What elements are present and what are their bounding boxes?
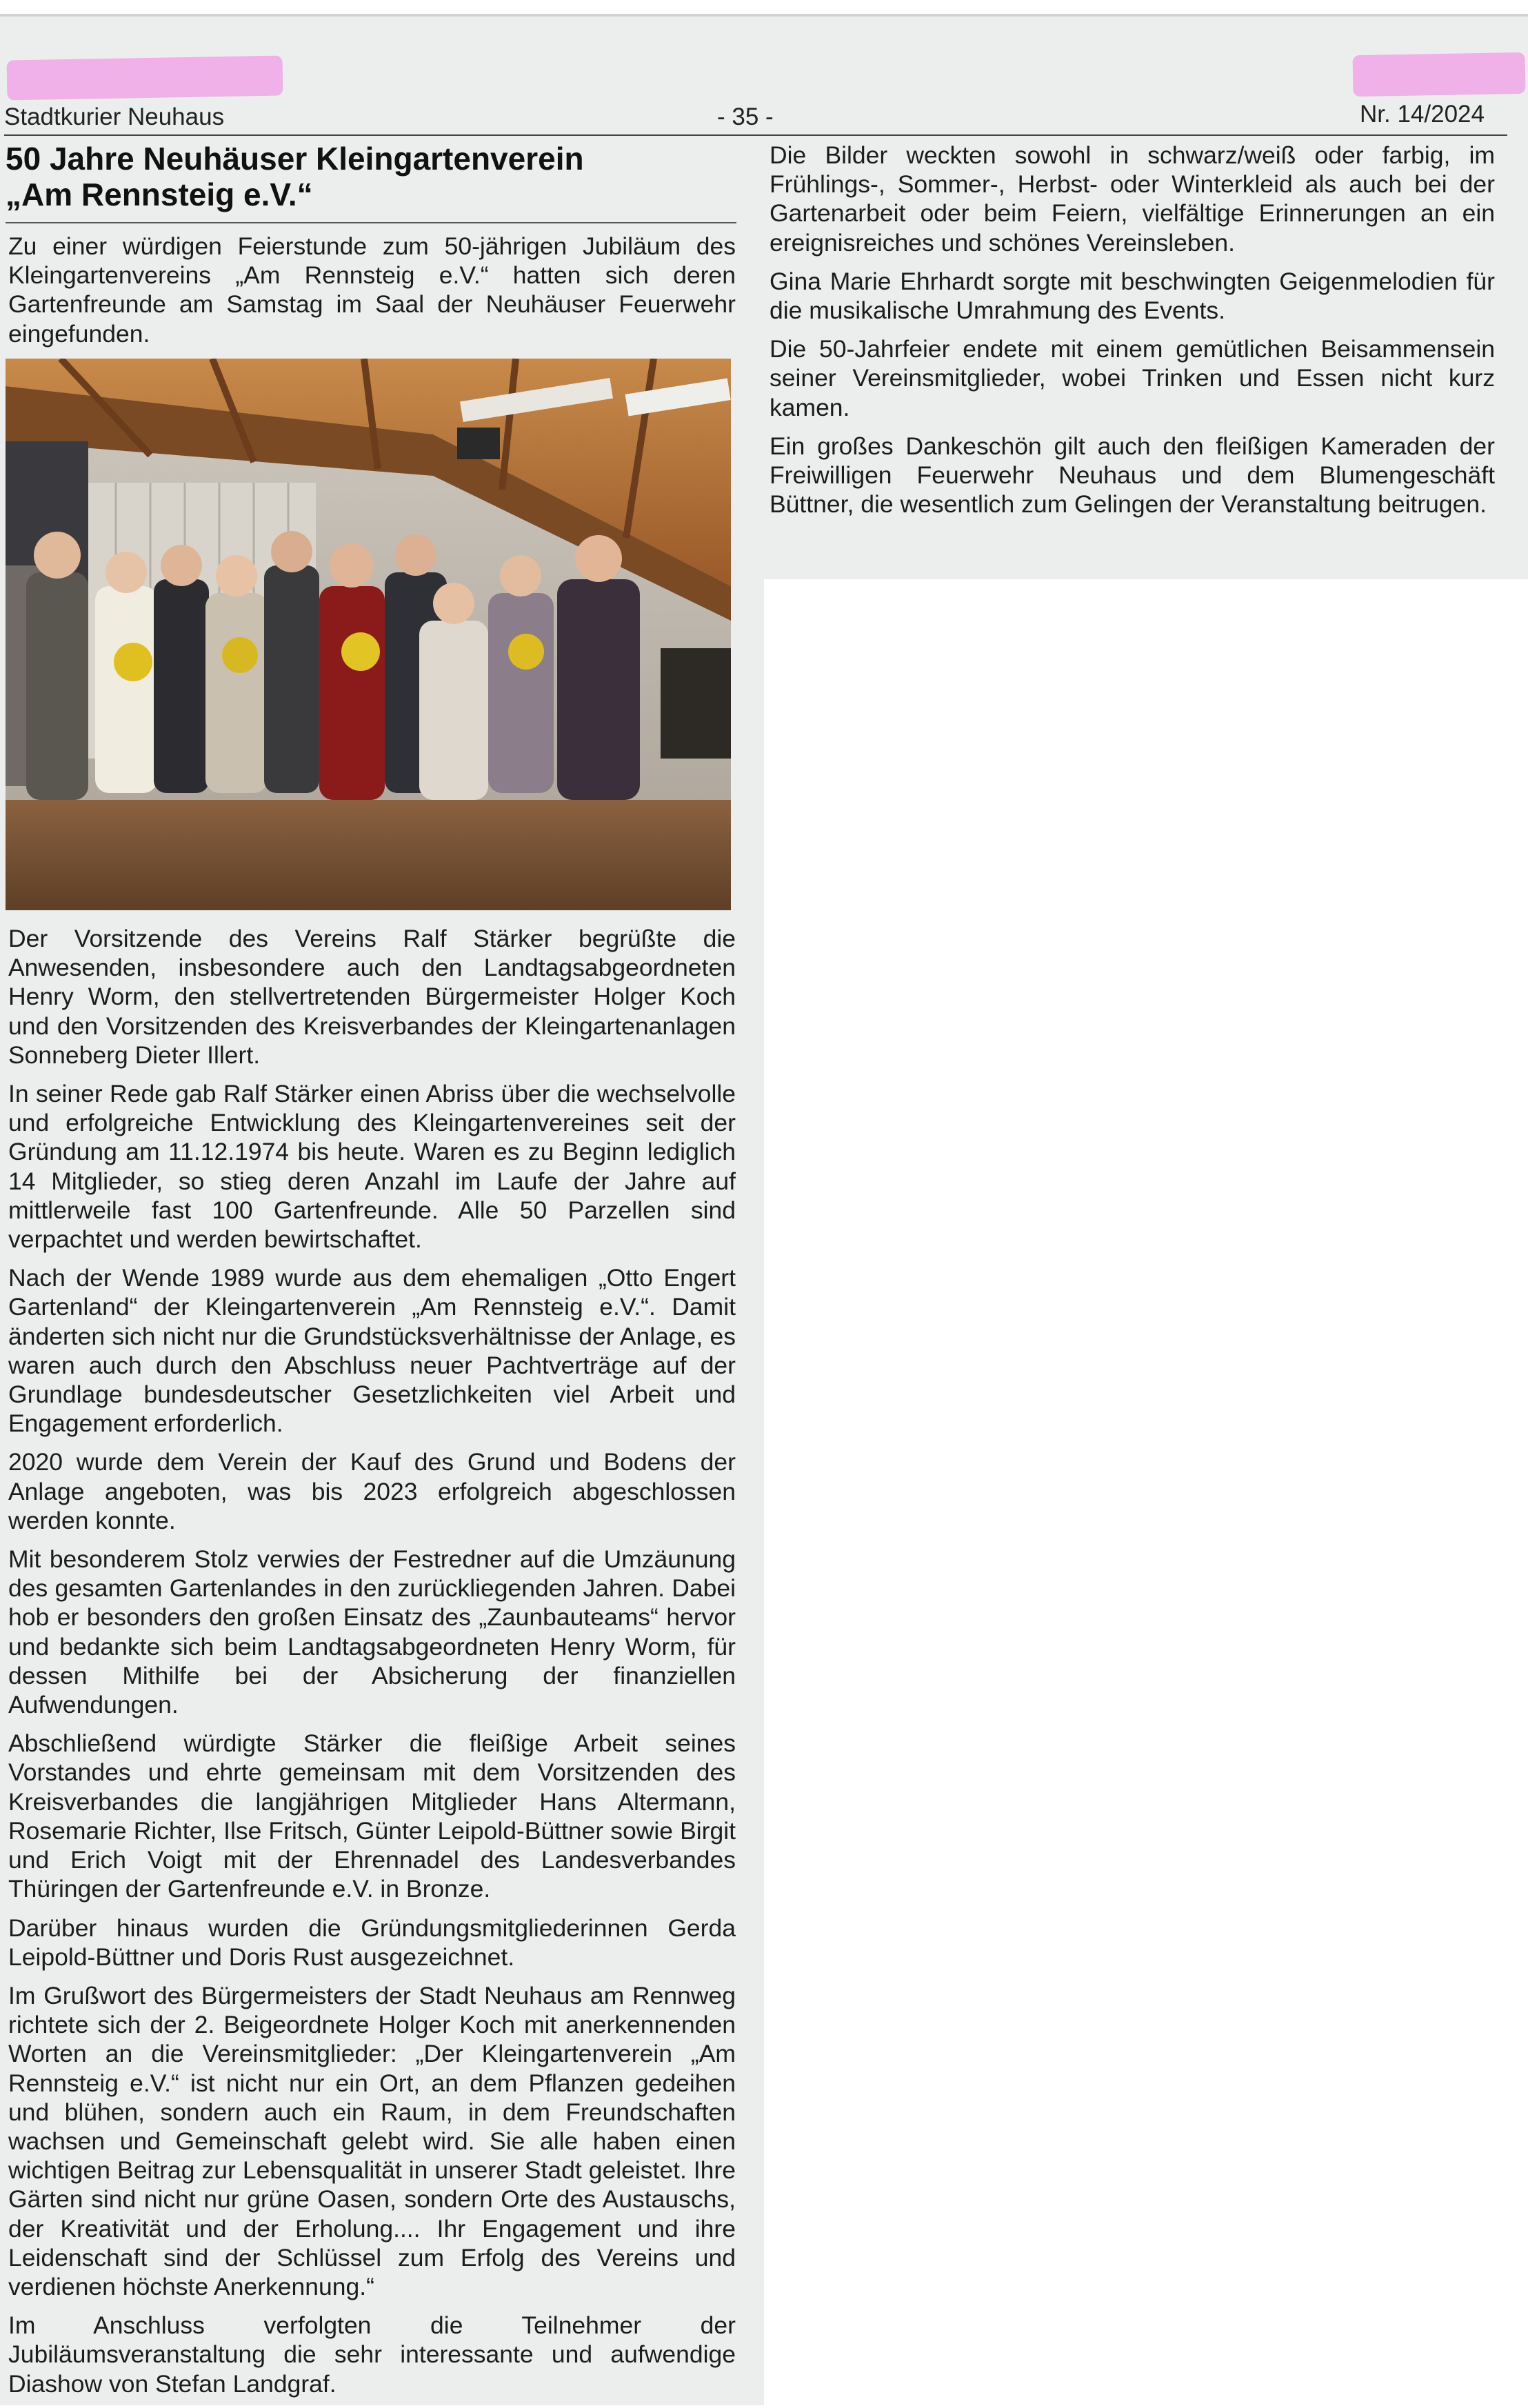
page-number: - 35 - — [717, 103, 774, 130]
body-paragraph: Abschließend würdigte Stärker die fleißige Arbeit seines Vorstandes und ehrte gemeinsam mit dem Vorsitzenden des Kreisverbandes die langjährigen Mitglieder Hans Altermann, Rosemarie Richter, Ilse Fritsch, Günter Leipold-Büttner sowie Birgit und Erich Voigt mit der Ehrennadel des Landesverbandes Thüringen der Gartenfreunde e.V. in Bronze. — [8, 1729, 736, 1903]
issue-number: Nr. 14/2024 — [1360, 101, 1485, 128]
header-divider — [4, 134, 1507, 136]
page-header — [0, 103, 1528, 135]
article-body-right — [770, 141, 1495, 528]
headline-line-1: 50 Jahre Neuhäuser Kleingartenverein — [6, 141, 584, 177]
body-paragraph: 2020 wurde dem Verein der Kauf des Grund und Bodens der Anlage angeboten, was bis 2023 erfolgreich abgeschlossen werden konnte. — [8, 1448, 736, 1534]
intro-paragraph: Zu einer würdigen Feierstunde zum 50-jährigen Jubiläum des Kleingartenvereins „Am Rennsteig e.V.“ hatten sich deren Gartenfreunde am Samstag im Saal der Neuhäuser Feuerwehr eingefunden. — [8, 232, 736, 348]
article-body-left — [8, 924, 736, 2408]
group-photo — [6, 359, 731, 910]
highlighter-mark-right — [1352, 52, 1525, 97]
body-paragraph: Mit besonderem Stolz verwies der Festredner auf die Umzäunung des gesamten Gartenlandes in den zurückliegenden Jahren. Dabei hob er besonders den großen Einsatz des „Zaunbauteams“ hervor und bedankte sich beim Landtagsabgeordneten Henry Worm, für dessen Mithilfe bei der Absicherung der finanziellen Aufwendungen. — [8, 1545, 736, 1719]
body-paragraph: Im Grußwort des Bürgermeisters der Stadt Neuhaus am Rennweg richtete sich der 2. Beigeordnete Holger Koch mit anerkennenden Worten an die Vereinsmitglieder: „Der Kleingartenverein „Am Rennsteig e.V.“ ist nicht nur ein Ort, an dem Pflanzen gedeihen und blühen, sondern auch ein Raum, in dem Freundschaften wachsen und Gemeinschaft gelebt wird. Sie alle haben einen wichtigen Beitrag zur Lebensqualität in unserer Stadt geleistet. Ihre Gärten sind nicht nur grüne Oasen, sondern Orte des Austauschs, der Kreativität und der Erholung.... Ihr Engagement und ihre Leidenschaft sind der Schlüssel zum Erfolg des Vereins und verdienen höchste Anerkennung.“ — [8, 1981, 736, 2300]
headline-divider — [6, 222, 736, 223]
publication-name: Stadtkurier Neuhaus — [4, 103, 225, 130]
body-paragraph: Die Bilder weckten sowohl in schwarz/weiß oder farbig, im Frühlings-, Sommer-, Herbst- oder Winterkleid als auch bei der Gartenarbeit oder beim Feiern, vielfältige Erinnerungen an ein ereignisreiches und schönes Vereinsleben. — [770, 141, 1495, 257]
headline-line-2: „Am Rennsteig e.V.“ — [6, 177, 313, 212]
paper-top-edge — [0, 14, 1528, 17]
highlighter-mark-left — [7, 56, 283, 101]
article-intro — [8, 232, 736, 358]
body-paragraph: Gina Marie Ehrhardt sorgte mit beschwingten Geigenmelodien für die musikalische Umrahmung des Events. — [770, 267, 1495, 325]
body-paragraph: Im Anschluss verfolgten die Teilnehmer der Jubiläumsveranstaltung die sehr interessante und aufwendige Diashow von Stefan Landgraf. — [8, 2311, 736, 2398]
body-paragraph: In seiner Rede gab Ralf Stärker einen Abriss über die wechselvolle und erfolgreiche Entwicklung des Kleingartenvereines seit der Gründung am 11.12.1974 bis heute. Waren es zu Beginn lediglich 14 Mitglieder, so stieg deren Anzahl im Laufe der Jahre auf mittlerweile fast 100 Gartenfreunde. Alle 50 Parzellen sind verpachtet und werden bewirtschaftet. — [8, 1080, 736, 1254]
article-headline — [6, 141, 736, 212]
group-photo-icon — [6, 359, 731, 910]
body-paragraph: Der Vorsitzende des Vereins Ralf Stärker begrüßte die Anwesenden, insbesondere auch den Landtagsabgeordneten Henry Worm, den stellvertretenden Bürgermeister Holger Koch und den Vorsitzenden des Kreisverbandes der Kleingartenanlagen Sonneberg Dieter Illert. — [8, 925, 736, 1069]
body-paragraph: Ein großes Dankeschön gilt auch den fleißigen Kameraden der Freiwilligen Feuerwehr Neuhaus und dem Blumengeschäft Büttner, die wesentlich zum Gelingen der Veranstaltung beitrugen. — [770, 432, 1495, 519]
body-paragraph: Die 50-Jahrfeier endete mit einem gemütlichen Beisammensein seiner Vereinsmitglieder, wobei Trinken und Essen nicht kurz kamen. — [770, 335, 1495, 421]
body-paragraph: Nach der Wende 1989 wurde aus dem ehemaligen „Otto Engert Gartenland“ der Kleingartenverein „Am Rennsteig e.V.“. Damit änderten sich nicht nur die Grundstücksverhältnisse der Anlage, es waren auch durch den Abschluss neuer Pachtverträge auf der Grundlage bundesdeutscher Gesetzlichkeiten viel Arbeit und Engagement erforderlich. — [8, 1264, 736, 1438]
body-paragraph: Darüber hinaus wurden die Gründungsmitgliederinnen Gerda Leipold-Büttner und Doris Rust ausgezeichnet. — [8, 1914, 736, 1971]
